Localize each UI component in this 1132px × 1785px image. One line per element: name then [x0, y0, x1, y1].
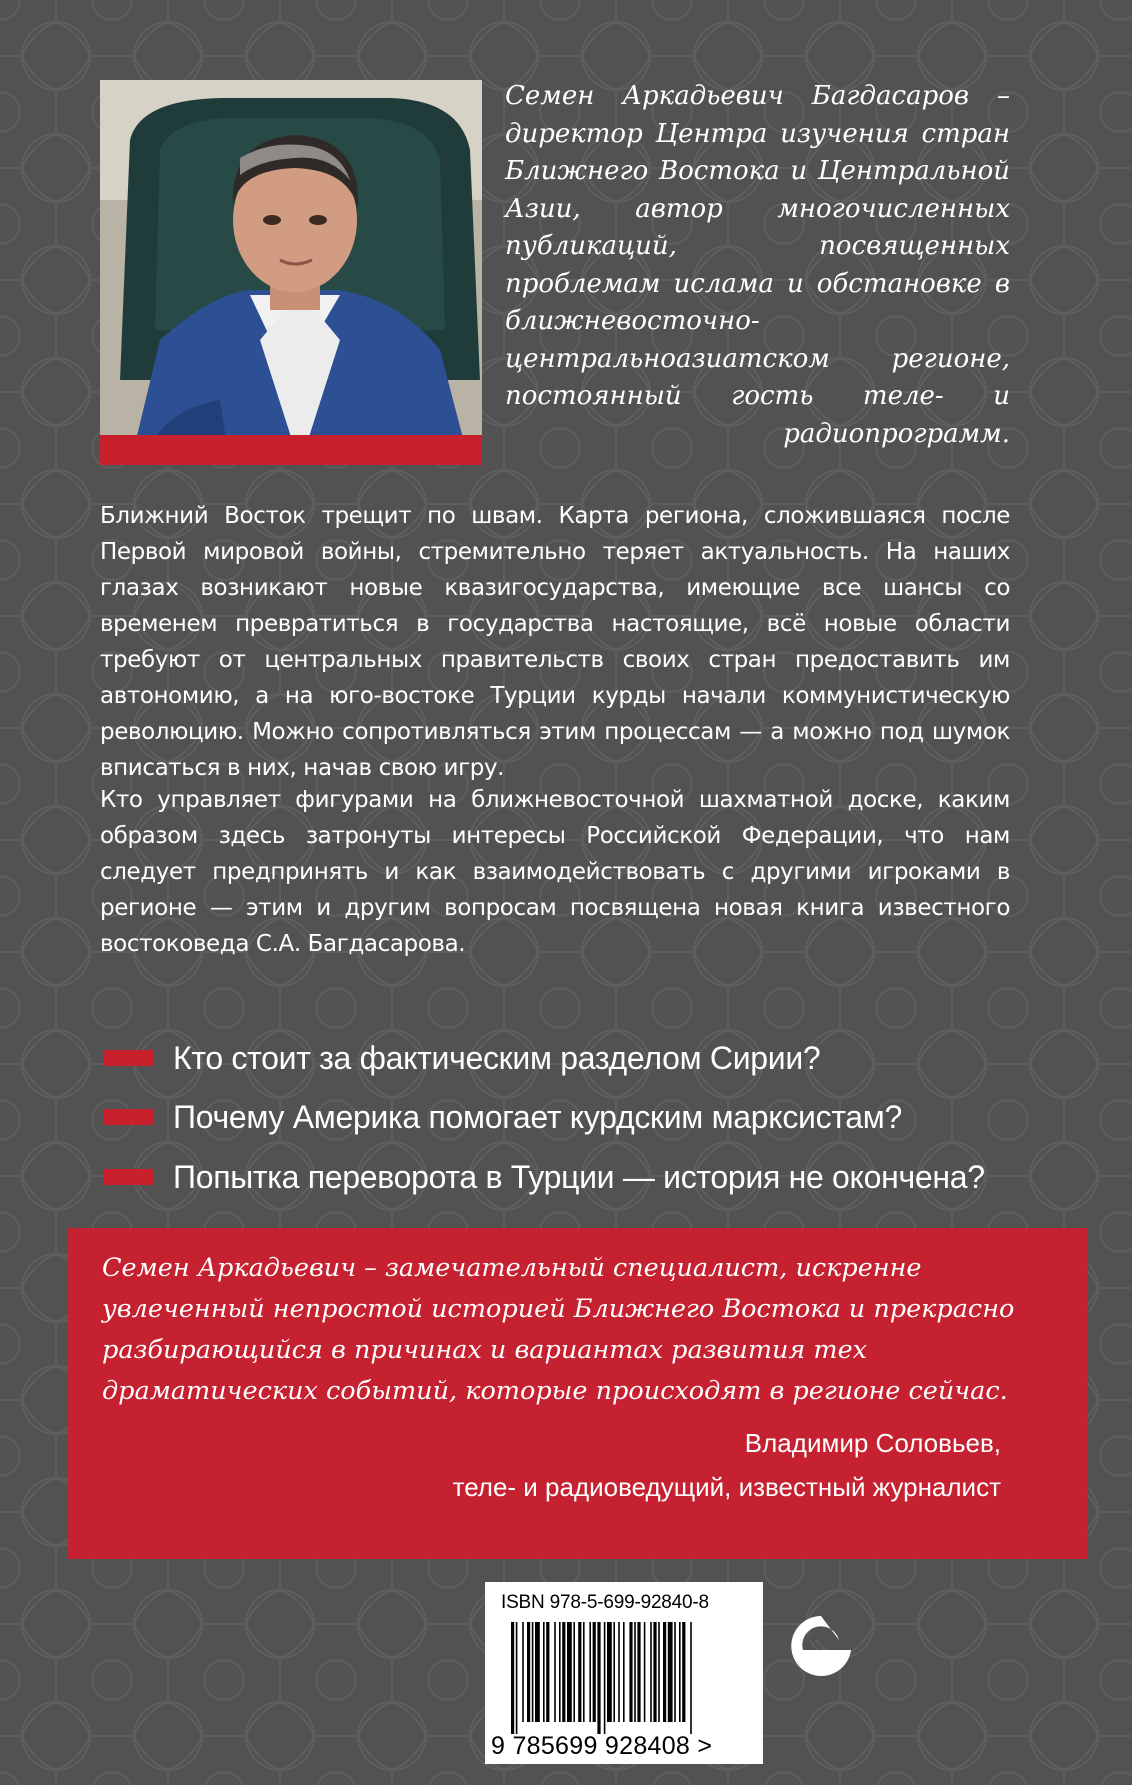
- question-text: Кто стоит за фактическим разделом Сирии?: [173, 1039, 821, 1076]
- endorsement-box: [68, 1228, 1087, 1559]
- author-bio: Семен Аркадьевич Багдасаров – директор Центра изучения стран Ближнего Востока и Центральной Азии, автор многочисленных публикаций, посвященных проблемам ислама и обстановке в ближневосточно-центральноазиатском регионе, постоянный гость теле- и радиопрограмм.: [505, 81, 1010, 449]
- question-text: Почему Америка помогает курдским марксистам?: [173, 1098, 903, 1135]
- endorsement-author: Владимир Соловьев,: [744, 1428, 1001, 1458]
- publisher-logo-icon: [785, 1610, 857, 1682]
- question-bullet-icon: [103, 1169, 153, 1185]
- description-paragraph-1: Ближний Восток трещит по швам. Карта региона, сложившаяся после Первой мировой войны, стремительно теряет актуальность. На наших глазах возникают новые квазигосударства, имеющие все шансы со временем превратиться в государства настоящие, всё новые области требуют от центральных правительств своих стран предоставить им автономию, а на юго-востоке Турции курды начали коммунистическую революцию. Можно сопротивляться этим процессам — а можно под шумок вписаться в них, начав свою игру.: [100, 503, 1010, 781]
- description-paragraph-2: Кто управляет фигурами на ближневосточной шахматной доске, каким образом здесь затронуты интересы Российской Федерации, что нам следует предпринять и как взаимодействовать с другими игроками в регионе — этим и другим вопросам посвящена новая книга известного востоковеда С.А. Багдасарова.: [100, 787, 1010, 957]
- barcode-icon: [511, 1622, 747, 1734]
- question-text: Попытка переворота в Турции — история не окончена?: [173, 1158, 985, 1195]
- question-item: [103, 1157, 985, 1197]
- question-item: [103, 1097, 902, 1137]
- photo-accent-bar: [100, 435, 482, 465]
- barcode-digits: 9 785699 928408 >: [491, 1732, 713, 1760]
- question-bullet-icon: [103, 1109, 153, 1125]
- question-bullet-icon: [103, 1050, 153, 1066]
- barcode-card: [485, 1582, 763, 1764]
- endorsement-quote: Семен Аркадьевич – замечательный специалист, искренне увлеченный непростой историей Ближнего Востока и прекрасно разбирающийся в причинах и вариантах развития тех драматических событий, которые происходят в регионе сейчас.: [102, 1253, 1015, 1406]
- endorsement-role: теле- и радиоведущий, известный журналист: [452, 1472, 1001, 1502]
- author-portrait-illustration: [100, 80, 482, 465]
- isbn-label: ISBN 978-5-699-92840-8: [501, 1592, 709, 1613]
- author-photo: [100, 80, 482, 465]
- question-item: [103, 1038, 820, 1078]
